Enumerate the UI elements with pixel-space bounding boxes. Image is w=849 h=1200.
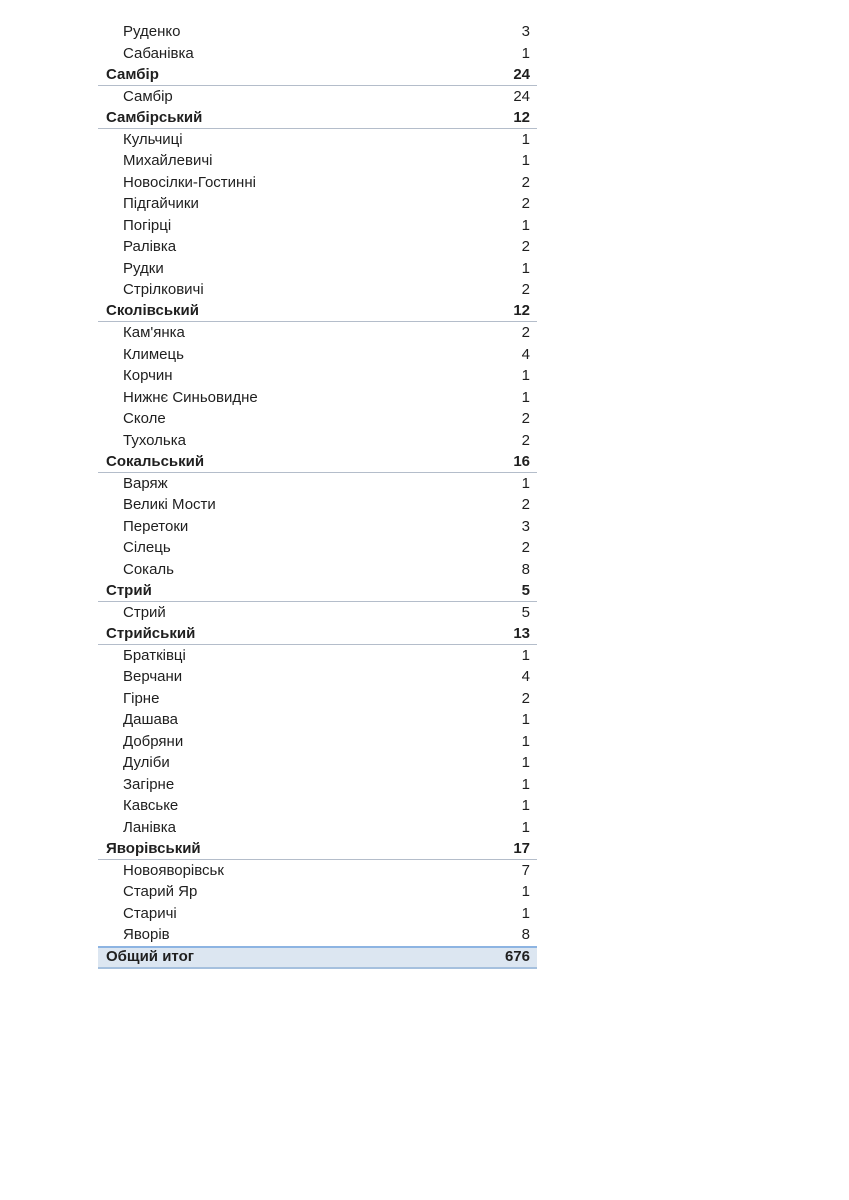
row-label: Великі Мости bbox=[123, 496, 216, 513]
row-value: 24 bbox=[513, 65, 530, 83]
row-label: Общий итог bbox=[106, 948, 194, 966]
row-label: Нижнє Синьовидне bbox=[123, 388, 258, 406]
table-row bbox=[98, 129, 537, 151]
grand-total-row bbox=[98, 946, 537, 969]
row-label: Дашава bbox=[123, 711, 179, 728]
table-row bbox=[98, 344, 537, 366]
row-value: 4 bbox=[521, 345, 530, 363]
row-value: 2 bbox=[521, 238, 530, 255]
row-value: 2 bbox=[521, 431, 530, 449]
table-row bbox=[98, 774, 537, 796]
row-label: Самбір bbox=[123, 87, 173, 105]
row-label: Самбір bbox=[106, 65, 159, 83]
table-row bbox=[98, 860, 537, 882]
table-row bbox=[98, 494, 537, 516]
row-label: Яворів bbox=[123, 926, 170, 943]
row-value: 1 bbox=[521, 883, 530, 900]
row-value: 676 bbox=[504, 948, 530, 966]
table-row bbox=[98, 709, 537, 731]
row-value: 1 bbox=[521, 216, 530, 234]
row-label: Сокаль bbox=[123, 560, 174, 578]
row-label: Дуліби bbox=[123, 754, 170, 771]
table-row bbox=[98, 795, 537, 817]
row-value: 12 bbox=[513, 108, 530, 126]
row-value: 2 bbox=[521, 539, 530, 556]
table-row bbox=[98, 21, 537, 43]
row-label: Новосілки-Гостинні bbox=[123, 173, 256, 191]
row-label: Стрий bbox=[123, 603, 166, 621]
row-value: 1 bbox=[521, 130, 530, 148]
row-label: Тухолька bbox=[123, 431, 186, 449]
table-row bbox=[98, 172, 537, 194]
table-row bbox=[98, 86, 537, 108]
table-row bbox=[98, 236, 537, 258]
table-row bbox=[98, 881, 537, 903]
row-value: 2 bbox=[521, 410, 530, 427]
table-row bbox=[98, 817, 537, 839]
row-value: 12 bbox=[513, 302, 530, 319]
table-row bbox=[98, 193, 537, 215]
group-header-row bbox=[98, 838, 537, 860]
row-value: 16 bbox=[513, 452, 530, 470]
row-value: 3 bbox=[521, 517, 530, 535]
table-row bbox=[98, 516, 537, 538]
table-row bbox=[98, 215, 537, 237]
table-row bbox=[98, 43, 537, 65]
row-label: Самбірський bbox=[106, 108, 203, 126]
table-row bbox=[98, 602, 537, 624]
row-label: Добряни bbox=[123, 732, 184, 750]
row-value: 1 bbox=[521, 44, 530, 62]
group-header-row bbox=[98, 580, 537, 602]
table-row bbox=[98, 387, 537, 409]
row-label: Корчин bbox=[123, 367, 173, 384]
group-header-row bbox=[98, 623, 537, 645]
row-label: Підгайчики bbox=[123, 195, 199, 212]
row-label: Сокальський bbox=[106, 452, 205, 470]
row-value: 5 bbox=[521, 603, 530, 621]
table-row bbox=[98, 408, 537, 430]
row-value: 1 bbox=[521, 775, 530, 793]
row-value: 8 bbox=[521, 560, 530, 578]
row-value: 2 bbox=[521, 281, 530, 298]
table-row bbox=[98, 473, 537, 495]
row-label: Руденко bbox=[123, 23, 181, 40]
row-value: 2 bbox=[521, 195, 530, 212]
row-label: Новояворівськ bbox=[123, 861, 224, 879]
row-label: Гірне bbox=[123, 689, 160, 707]
table-row bbox=[98, 322, 537, 344]
row-label: Перетоки bbox=[123, 517, 189, 535]
group-header-row bbox=[98, 301, 537, 323]
table-row bbox=[98, 645, 537, 667]
row-value: 1 bbox=[521, 388, 530, 406]
row-label: Стрий bbox=[106, 581, 152, 599]
row-value: 1 bbox=[521, 646, 530, 664]
table-row bbox=[98, 903, 537, 925]
row-value: 1 bbox=[521, 474, 530, 492]
row-value: 7 bbox=[521, 861, 530, 879]
row-label: Рудки bbox=[123, 259, 164, 277]
row-label: Яворівський bbox=[106, 839, 201, 857]
row-label: Кам'янка bbox=[123, 324, 185, 341]
row-value: 5 bbox=[521, 581, 530, 599]
row-value: 1 bbox=[521, 818, 530, 836]
row-value: 1 bbox=[521, 904, 530, 922]
table-row bbox=[98, 688, 537, 710]
row-value: 1 bbox=[521, 711, 530, 728]
row-label: Погірці bbox=[123, 216, 172, 234]
table-row bbox=[98, 258, 537, 280]
table-row bbox=[98, 924, 537, 946]
row-label: Сколе bbox=[123, 410, 166, 427]
row-label: Сілець bbox=[123, 539, 171, 556]
group-header-row bbox=[98, 451, 537, 473]
row-value: 3 bbox=[521, 23, 530, 40]
group-header-row bbox=[98, 64, 537, 86]
table-row bbox=[98, 559, 537, 581]
row-label: Кульчиці bbox=[123, 130, 183, 148]
row-label: Сабанівка bbox=[123, 44, 194, 62]
row-value: 1 bbox=[521, 259, 530, 277]
row-label: Верчани bbox=[123, 668, 183, 685]
row-value: 1 bbox=[521, 152, 530, 169]
row-label: Михайлевичі bbox=[123, 152, 213, 169]
row-label: Кавське bbox=[123, 797, 179, 814]
pivot-table bbox=[98, 21, 537, 969]
row-label: Старичі bbox=[123, 904, 177, 922]
table-row bbox=[98, 150, 537, 172]
row-value: 2 bbox=[521, 496, 530, 513]
row-value: 17 bbox=[513, 839, 530, 857]
table-row bbox=[98, 752, 537, 774]
table-row bbox=[98, 666, 537, 688]
table-row bbox=[98, 430, 537, 452]
row-value: 1 bbox=[521, 754, 530, 771]
table-row bbox=[98, 279, 537, 301]
table-row bbox=[98, 365, 537, 387]
table-row bbox=[98, 731, 537, 753]
row-value: 13 bbox=[513, 624, 530, 642]
row-label: Загірне bbox=[123, 775, 175, 793]
row-value: 4 bbox=[521, 668, 530, 685]
row-value: 1 bbox=[521, 367, 530, 384]
row-value: 1 bbox=[521, 797, 530, 814]
row-label: Варяж bbox=[123, 474, 168, 492]
group-header-row bbox=[98, 107, 537, 129]
row-value: 24 bbox=[513, 87, 530, 105]
row-label: Стрілковичі bbox=[123, 281, 204, 298]
row-value: 2 bbox=[521, 689, 530, 707]
row-label: Ланівка bbox=[123, 818, 177, 836]
row-label: Старий Яр bbox=[123, 883, 198, 900]
row-label: Климець bbox=[123, 345, 184, 363]
row-label: Братківці bbox=[123, 646, 186, 664]
row-label: Ралівка bbox=[123, 238, 177, 255]
row-label: Стрийський bbox=[106, 624, 196, 642]
row-value: 2 bbox=[521, 173, 530, 191]
row-label: Сколівський bbox=[106, 302, 199, 319]
table-row bbox=[98, 537, 537, 559]
row-value: 1 bbox=[521, 732, 530, 750]
row-value: 8 bbox=[521, 926, 530, 943]
row-value: 2 bbox=[521, 324, 530, 341]
